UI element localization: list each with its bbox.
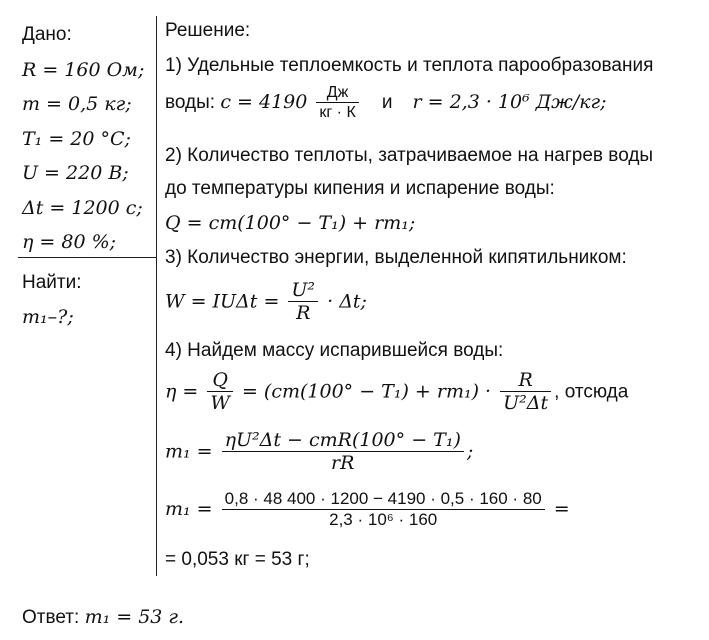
step4-fraction-qw [207,370,233,415]
answer-label: Ответ: [22,607,85,628]
given-heading: Дано: [22,24,72,45]
m1-num: ηU²Δt − cmR(100° − T₁) [224,429,461,451]
step2-line2: до температуры кипения и испарение воды: [165,178,555,199]
step1-unit-den: кг · К [316,102,358,122]
answer-value: m₁ = 53 г. [84,606,185,628]
step3-rhs: · Δt; [327,290,367,313]
step1-c: c = 4190 [220,90,308,113]
step4-mid: = (cm(100° − T₁) + rm₁) · [241,380,492,403]
step4-num2: R [518,369,533,391]
calc-num: 0,8 · 48 400 · 1200 − 4190 · 0,5 · 160 · 80 [224,489,542,508]
step3-formula [165,280,367,325]
step1-unit-fraction [316,84,358,122]
calc-lhs: m₁ = [165,498,213,521]
given-find-divider [18,257,156,258]
find-item: m₁–?; [22,306,74,328]
given-item-temperature: T₁ = 20 °C; [22,127,131,150]
m1-lhs: m₁ = [165,440,213,463]
step3-lhs: W = IUΔt = [165,290,280,313]
step1-r: r = 2,3 · 10⁶ Дж/кг; [412,90,607,113]
calc-formula [165,490,570,530]
result-line: = 0,053 кг = 53 г; [165,549,310,570]
m1-tail: ; [466,440,474,463]
given-item-resistance: R = 160 Ом; [22,58,145,81]
step1-unit-num: Дж [326,84,349,101]
step3-den: R [288,301,318,325]
calc-tail: = [553,498,570,521]
step4-tail: , отсюда [554,381,629,403]
given-item-efficiency: η = 80 %; [22,231,117,253]
given-item-mass: m = 0,5 кг; [22,93,132,115]
m1-formula [165,430,473,475]
given-item-voltage: U = 220 В; [22,162,129,184]
m1-fraction [222,430,464,475]
step3-fraction [288,280,318,325]
step4-fraction-r [500,370,551,415]
step3-num: U² [291,279,316,301]
step1-text: 1) Удельные теплоемкость и теплота парообразования [165,55,654,76]
step4-den2: U²Δt [500,391,551,415]
find-heading: Найти: [22,271,82,293]
answer-line [22,606,184,629]
given-item-time: Δt = 1200 с; [22,196,143,219]
step1-and: и [381,91,393,113]
step4-text: 4) Найдем массу испарившейся воды: [165,340,504,361]
given-column [22,18,162,335]
step1-formula-line [165,84,607,122]
step4-formula [165,370,628,415]
column-divider [156,16,157,576]
step4-num1: Q [212,369,228,391]
solution-heading: Решение: [165,20,251,41]
step4-lhs: η = [165,380,199,403]
calc-fraction [222,490,545,530]
step4-den1: W [207,391,233,415]
step3-text: 3) Количество энергии, выделенной кипятильником: [165,247,627,268]
step2-text: 2) Количество теплоты, затрачиваемое на нагрев воды [165,145,654,166]
step1-prefix: воды: [165,91,221,113]
calc-den: 2,3 · 10⁶ · 160 [222,509,545,530]
step2-formula: Q = cm(100° − T₁) + rm₁; [165,212,416,234]
m1-den: rR [222,451,464,475]
